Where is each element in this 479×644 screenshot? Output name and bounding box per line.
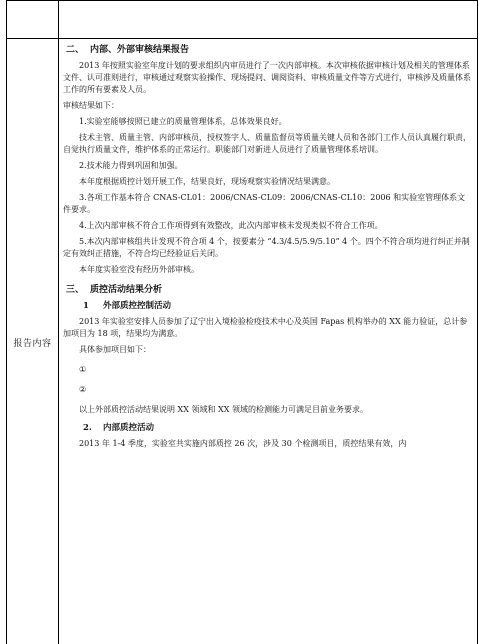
list-item: 4.上次内部审核不符合工作项得到有效整改，此次内部审核未发现类似不符合工作项。 [79, 221, 383, 230]
list-item: 3.各项工作基本符合 CNAS-CL01：2006/CNAS-CL09：2006/CNAS-CL10：2006 和实验室管理体系文件要求。 [63, 193, 466, 214]
paragraph: 2013 年 1-4 季度，实验室共实施内部质控 26 次，涉及 30 个检测项目，质控结果有效，内 [79, 439, 407, 448]
paragraph: 具体参加项目如下： [79, 345, 151, 354]
paragraph: 本年度实验室没有经历外部审核。 [79, 265, 199, 274]
row-divider [7, 38, 477, 39]
list-item: 1.实验室能够按照已建立的质量管理体系，总体效果良好。 [79, 117, 287, 126]
paragraph: 2013 年按照实验室年度计划的要求组织内审员进行了一次内部审核。本次审核依据审核计划及相关的管理体系文件、认可准则进行，审核通过观察实验操作、现场提问、调阅资料、审核质量文件等方式进行，审核涉及质量体系工作的所有要素及人员。 [63, 61, 471, 94]
subsection-heading [63, 422, 471, 434]
row-label: 报告内容 [13, 338, 52, 349]
list-item: 2.技术能力得到巩固和加强。 [79, 161, 183, 170]
section-number: 二、 [66, 45, 85, 55]
subsection-number: 1 [83, 301, 89, 311]
paragraph: 以上外部质控活动结果说明 XX 领域和 XX 领域的检测能力可满足目前业务要求。 [79, 405, 368, 414]
section-title: 质控活动结果分析 [90, 285, 163, 295]
report-table [6, 0, 478, 644]
paragraph: 技术主管、质量主管、内部审核员，授权签字人、质量监督员等质量关键人员和各部门工作人员认真履行职责，自觉执行质量文件，维护体系的正常运行。职能部门对新进人员进行了质量管理体系培训。 [63, 133, 471, 154]
subsection-title: 外部质控控制活动 [103, 301, 172, 311]
paragraph: 本年度根据质控计划开展工作，结果良好，现场观察实验情况结果满意。 [79, 177, 335, 186]
column-divider [58, 0, 59, 644]
report-content [63, 40, 471, 644]
section-heading [63, 284, 471, 296]
subsection-heading [63, 300, 471, 312]
subsection-title: 内部质控活动 [103, 423, 155, 433]
table-top-border [7, 0, 477, 1]
section-heading [63, 44, 471, 56]
paragraph: 2013 年实验室安排人员参加了辽宁出入境检验检疫技术中心及英国 Fapas 机构举办的 XX 能力验证，总计参加项目为 18 项，结果均为满意。 [63, 317, 468, 338]
list-item: ① [79, 365, 87, 374]
section-title: 内部、外部审核结果报告 [90, 45, 190, 55]
subsection-number: 2. [83, 423, 92, 433]
paragraph: 审核结果如下： [63, 101, 119, 110]
section-number: 三、 [66, 285, 85, 295]
list-item: 5.本次内部审核组共计发现不符合项 4 个，按要素分 “4.3/4.5/5.9/5.10” 4 个。四个不符合项均进行纠正并制定有效纠正措施，不符合均已经验证后关闭。 [63, 237, 470, 258]
list-item: ② [79, 385, 87, 394]
